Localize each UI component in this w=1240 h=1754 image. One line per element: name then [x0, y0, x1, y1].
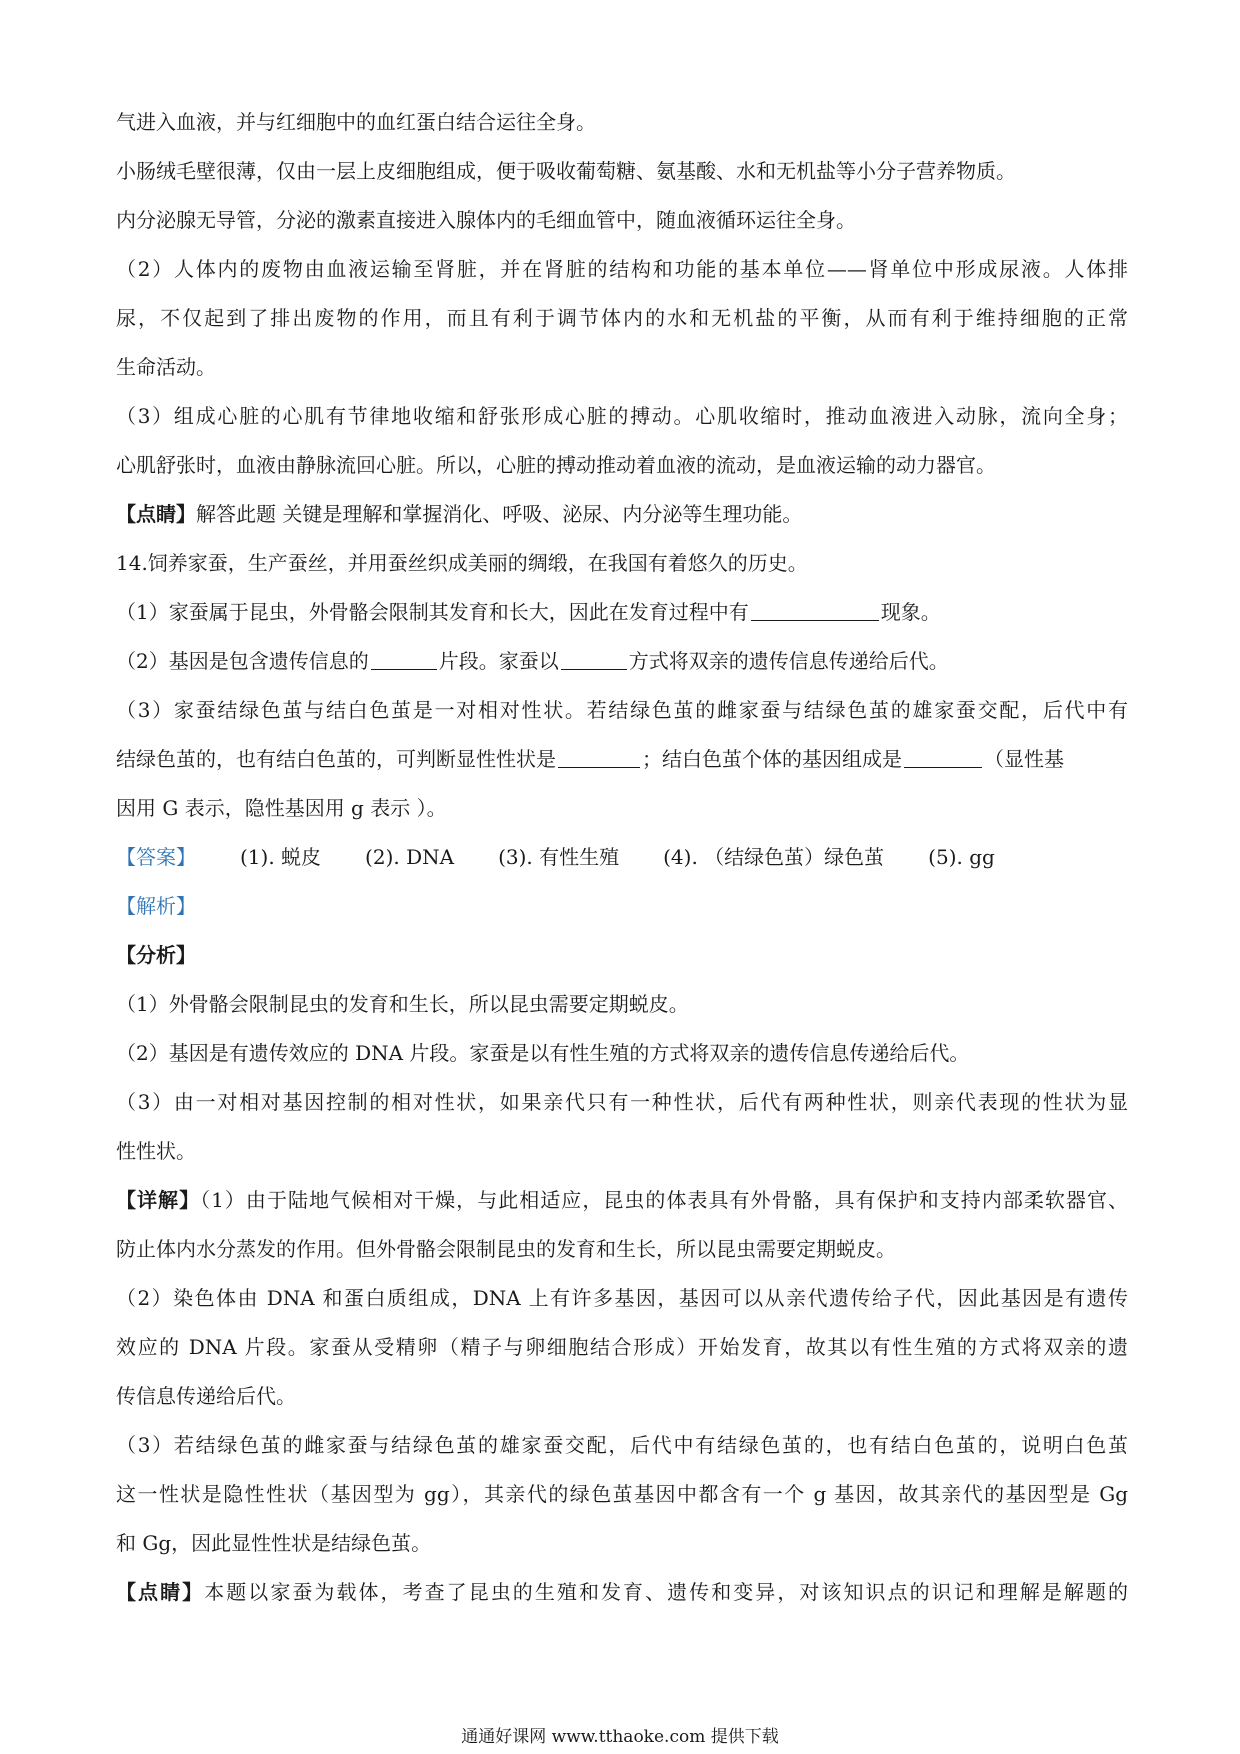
- tip-line: [116, 490, 1128, 539]
- answer-item: (3). 有性生殖: [498, 845, 620, 869]
- text-line: （2）染色体由 DNA 和蛋白质组成，DNA 上有许多基因，基因可以从亲代遗传给子代，因此基因是有遗传: [116, 1286, 1128, 1310]
- text-line: 传信息传递给后代。: [116, 1384, 296, 1408]
- text-line: 小肠绒毛壁很薄，仅由一层上皮细胞组成，便于吸收葡萄糖、氨基酸、水和无机盐等小分子营养物质。: [116, 159, 1016, 183]
- text-line: （3）若结绿色茧的雌家蚕与结绿色茧的雄家蚕交配，后代中有结绿色茧的，也有结白色茧的，说明白色茧: [116, 1433, 1128, 1457]
- text-line: 这一性状是隐性性状（基因型为 gg），其亲代的绿色茧基因中都含有一个 g 基因，故其亲代的基因型是 Gg: [116, 1482, 1128, 1506]
- answer-item: (4). （结绿色茧）绿色茧: [663, 845, 885, 869]
- tip2-label: 【点睛】: [116, 1580, 205, 1604]
- text-line: 因用 G 表示，隐性基因用 g 表示 ）。: [116, 796, 447, 820]
- text-line: （3）组成心脏的心肌有节律地收缩和舒张形成心脏的搏动。心肌收缩时，推动血液进入动脉，流向全身；: [116, 404, 1128, 428]
- answer-blank: [558, 747, 640, 768]
- text-line: 内分泌腺无导管，分泌的激素直接进入腺体内的毛细血管中，随血液循环运往全身。: [116, 208, 856, 232]
- detail-line: [116, 1176, 1128, 1225]
- answer-blank: [751, 600, 879, 621]
- answer-blank: [371, 649, 437, 670]
- answer-label: 【答案】: [116, 845, 196, 869]
- text-line: 气进入血液，并与红细胞中的血红蛋白结合运往全身。: [116, 110, 596, 134]
- text-line: 生命活动。: [116, 355, 216, 379]
- question-text: （1）家蚕属于昆虫，外骨骼会限制其发育和长大，因此在发育过程中有: [116, 600, 749, 624]
- tip2-text: 本题以家蚕为载体，考查了昆虫的生殖和发育、遗传和变异，对该知识点的识记和理解是解题的: [204, 1580, 1128, 1604]
- text-line: （3）由一对相对基因控制的相对性状，如果亲代只有一种性状，后代有两种性状，则亲代表现的性状为显: [116, 1090, 1128, 1114]
- text-line: 效应的 DNA 片段。家蚕从受精卵（精子与卵细胞结合形成）开始发育，故其以有性生殖的方式将双亲的遗: [116, 1335, 1128, 1359]
- page-footer: 通通好课网 www.tthaoke.com 提供下载: [461, 1727, 779, 1747]
- text-line: （2）基因是有遗传效应的 DNA 片段。家蚕是以有性生殖的方式将双亲的遗传信息传递给后代。: [116, 1041, 970, 1065]
- text-line: 和 Gg，因此显性性状是结绿色茧。: [116, 1531, 432, 1555]
- tip-label: 【点睛】: [116, 502, 196, 526]
- answer-line: [116, 833, 1128, 882]
- text-line: 性性状。: [116, 1139, 196, 1163]
- detail-label: 【详解】: [116, 1188, 201, 1212]
- question-sub-2: [116, 637, 1128, 686]
- text-line: （2）人体内的废物由血液运输至肾脏，并在肾脏的结构和功能的基本单位——肾单位中形成尿液。人体排: [116, 257, 1128, 281]
- document-content: [116, 98, 1128, 1617]
- text-line: 防止体内水分蒸发的作用。但外骨骼会限制昆虫的发育和生长，所以昆虫需要定期蜕皮。: [116, 1237, 896, 1261]
- question-sub-1: [116, 588, 1128, 637]
- answer-item: (5). gg: [928, 845, 995, 869]
- answer-blank: [904, 747, 982, 768]
- text-line: 尿，不仅起到了排出废物的作用，而且有利于调节体内的水和无机盐的平衡，从而有利于维持细胞的正常: [116, 306, 1128, 330]
- question-text: 现象。: [880, 600, 941, 624]
- answer-item: (1). 蜕皮: [240, 845, 322, 869]
- question-text: 结绿色茧的，也有结白色茧的，可判断显性性状是: [116, 747, 556, 771]
- question-text: 片段。家蚕以: [438, 649, 559, 673]
- text-line: （1）外骨骼会限制昆虫的发育和生长，所以昆虫需要定期蜕皮。: [116, 992, 689, 1016]
- answer-blank: [561, 649, 627, 670]
- question-text: 方式将双亲的遗传信息传递给后代。: [628, 649, 949, 673]
- analysis-label: 【解析】: [116, 894, 196, 918]
- tip2-line: [116, 1568, 1128, 1617]
- question-stem: 14.饲养家蚕，生产蚕丝，并用蚕丝织成美丽的绸缎，在我国有着悠久的历史。: [116, 551, 808, 575]
- fenxi-label: 【分析】: [116, 943, 196, 967]
- question-text: （显性基: [984, 747, 1064, 771]
- detail-text: （1）由于陆地气候相对干燥，与此相适应，昆虫的体表具有外骨骼，具有保护和支持内部柔软器官、: [200, 1188, 1128, 1212]
- question-text: （2）基因是包含遗传信息的: [116, 649, 369, 673]
- question-sub-3-cont: [116, 735, 1128, 784]
- question-sub-3: （3）家蚕结绿色茧与结白色茧是一对相对性状。若结绿色茧的雌家蚕与结绿色茧的雄家蚕交配，后代中有: [116, 698, 1128, 722]
- text-line: 心肌舒张时，血液由静脉流回心脏。所以，心脏的搏动推动着血液的流动，是血液运输的动力器官。: [116, 453, 996, 477]
- answer-item: (2). DNA: [365, 845, 455, 869]
- tip-text: 解答此题 关键是理解和掌握消化、呼吸、泌尿、内分泌等生理功能。: [196, 502, 803, 526]
- question-text: ；结白色茧个体的基因组成是: [642, 747, 902, 771]
